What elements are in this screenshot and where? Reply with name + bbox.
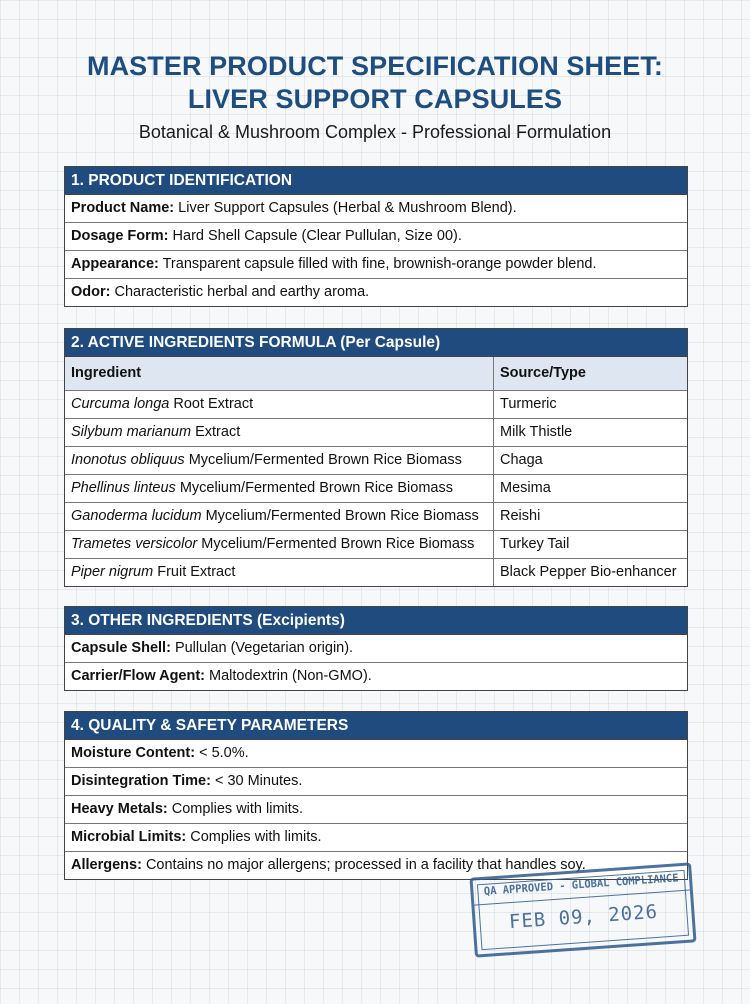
section-product-identification	[64, 166, 688, 307]
spec-label: Moisture Content:	[71, 745, 196, 761]
spec-label: Heavy Metals:	[71, 801, 168, 817]
species-name: Phellinus linteus	[71, 480, 176, 496]
ingredient-part: Mycelium/Fermented Brown Rice Biomass	[197, 536, 475, 552]
spec-label: Capsule Shell:	[71, 640, 171, 656]
spec-value: Liver Support Capsules (Herbal & Mushroom Blend).	[174, 200, 517, 216]
ingredient-part: Mycelium/Fermented Brown Rice Biomass	[184, 452, 462, 468]
species-name: Inonotus obliquus	[71, 452, 185, 468]
ingredient-cell	[65, 391, 494, 418]
species-name: Piper nigrum	[71, 564, 154, 580]
source-cell: Mesima	[500, 480, 551, 496]
spec-row	[65, 251, 687, 279]
source-cell: Reishi	[500, 508, 541, 524]
ingredient-cell	[65, 503, 494, 530]
spec-label: Allergens:	[71, 857, 142, 873]
stamp-date: FEB 09, 2026	[508, 900, 659, 934]
spec-value: < 30 Minutes.	[210, 773, 303, 789]
source-cell: Turmeric	[500, 396, 557, 412]
species-name: Silybum marianum	[71, 424, 192, 440]
source-cell: Chaga	[500, 452, 543, 468]
spec-label: Disintegration Time:	[71, 773, 211, 789]
column-header-source: Source/Type	[500, 365, 586, 381]
spec-label: Dosage Form:	[71, 228, 169, 244]
ingredient-cell	[65, 475, 494, 502]
spec-row	[65, 824, 687, 852]
spec-row	[65, 635, 687, 663]
spec-row	[65, 195, 687, 223]
spec-value: < 5.0%.	[195, 745, 249, 761]
column-header-ingredient: Ingredient	[65, 357, 494, 390]
table-row	[65, 559, 687, 586]
spec-value: Complies with limits.	[186, 829, 322, 845]
ingredients-table-header	[65, 357, 687, 391]
table-row	[65, 419, 687, 447]
section-heading: 3. OTHER INGREDIENTS (Excipients)	[65, 607, 687, 635]
spec-row	[65, 740, 687, 768]
spec-value: Maltodextrin (Non-GMO).	[205, 668, 372, 684]
species-name: Ganoderma lucidum	[71, 508, 202, 524]
spec-label: Odor:	[71, 284, 111, 300]
spec-value: Transparent capsule filled with fine, brownish-orange powder blend.	[158, 256, 597, 272]
ingredient-part: Mycelium/Fermented Brown Rice Biomass	[175, 480, 453, 496]
section-other-ingredients	[64, 606, 688, 691]
spec-value: Characteristic herbal and earthy aroma.	[110, 284, 370, 300]
page-subtitle: Botanical & Mushroom Complex - Professional Formulation	[138, 122, 612, 142]
spec-row	[65, 663, 687, 690]
spec-label: Product Name:	[71, 200, 175, 216]
spec-row	[65, 768, 687, 796]
section-quality-safety	[64, 711, 688, 880]
ingredient-cell	[65, 419, 494, 446]
table-row	[65, 447, 687, 475]
ingredient-cell	[65, 531, 494, 558]
table-row	[65, 531, 687, 559]
source-cell: Milk Thistle	[500, 424, 573, 440]
spec-row	[65, 223, 687, 251]
table-row	[65, 475, 687, 503]
spec-row	[65, 279, 687, 306]
ingredient-part: Extract	[191, 424, 241, 440]
title-line-1: MASTER PRODUCT SPECIFICATION SHEET:	[86, 51, 664, 81]
spec-value: Complies with limits.	[167, 801, 304, 817]
qa-approval-stamp	[469, 862, 696, 957]
ingredient-part: Fruit Extract	[153, 564, 236, 580]
spec-label: Carrier/Flow Agent:	[71, 668, 206, 684]
source-cell: Black Pepper Bio-enhancer	[500, 564, 677, 580]
ingredient-part: Root Extract	[169, 396, 254, 412]
table-row	[65, 503, 687, 531]
section-heading: 1. PRODUCT IDENTIFICATION	[65, 167, 687, 195]
section-active-ingredients	[64, 328, 688, 587]
section-heading: 2. ACTIVE INGREDIENTS FORMULA (Per Capsule)	[65, 329, 687, 357]
ingredient-part: Mycelium/Fermented Brown Rice Biomass	[201, 508, 479, 524]
ingredient-cell	[65, 559, 494, 586]
species-name: Curcuma longa	[71, 396, 170, 412]
title-line-2: LIVER SUPPORT CAPSULES	[187, 84, 563, 114]
ingredient-cell	[65, 447, 494, 474]
stamp-approval-text: QA APPROVED - GLOBAL COMPLIANCE	[483, 871, 679, 898]
section-heading: 4. QUALITY & SAFETY PARAMETERS	[65, 712, 687, 740]
spec-label: Appearance:	[71, 256, 159, 272]
spec-value: Pullulan (Vegetarian origin).	[170, 640, 354, 656]
source-cell: Turkey Tail	[500, 536, 570, 552]
spec-label: Microbial Limits:	[71, 829, 187, 845]
table-row	[65, 391, 687, 419]
species-name: Trametes versicolor	[71, 536, 198, 552]
page-title	[0, 50, 750, 116]
spec-value: Hard Shell Capsule (Clear Pullulan, Size 00).	[168, 228, 462, 244]
spec-value: Contains no major allergens; processed in a facility that handles soy.	[141, 857, 586, 873]
spec-row	[65, 796, 687, 824]
